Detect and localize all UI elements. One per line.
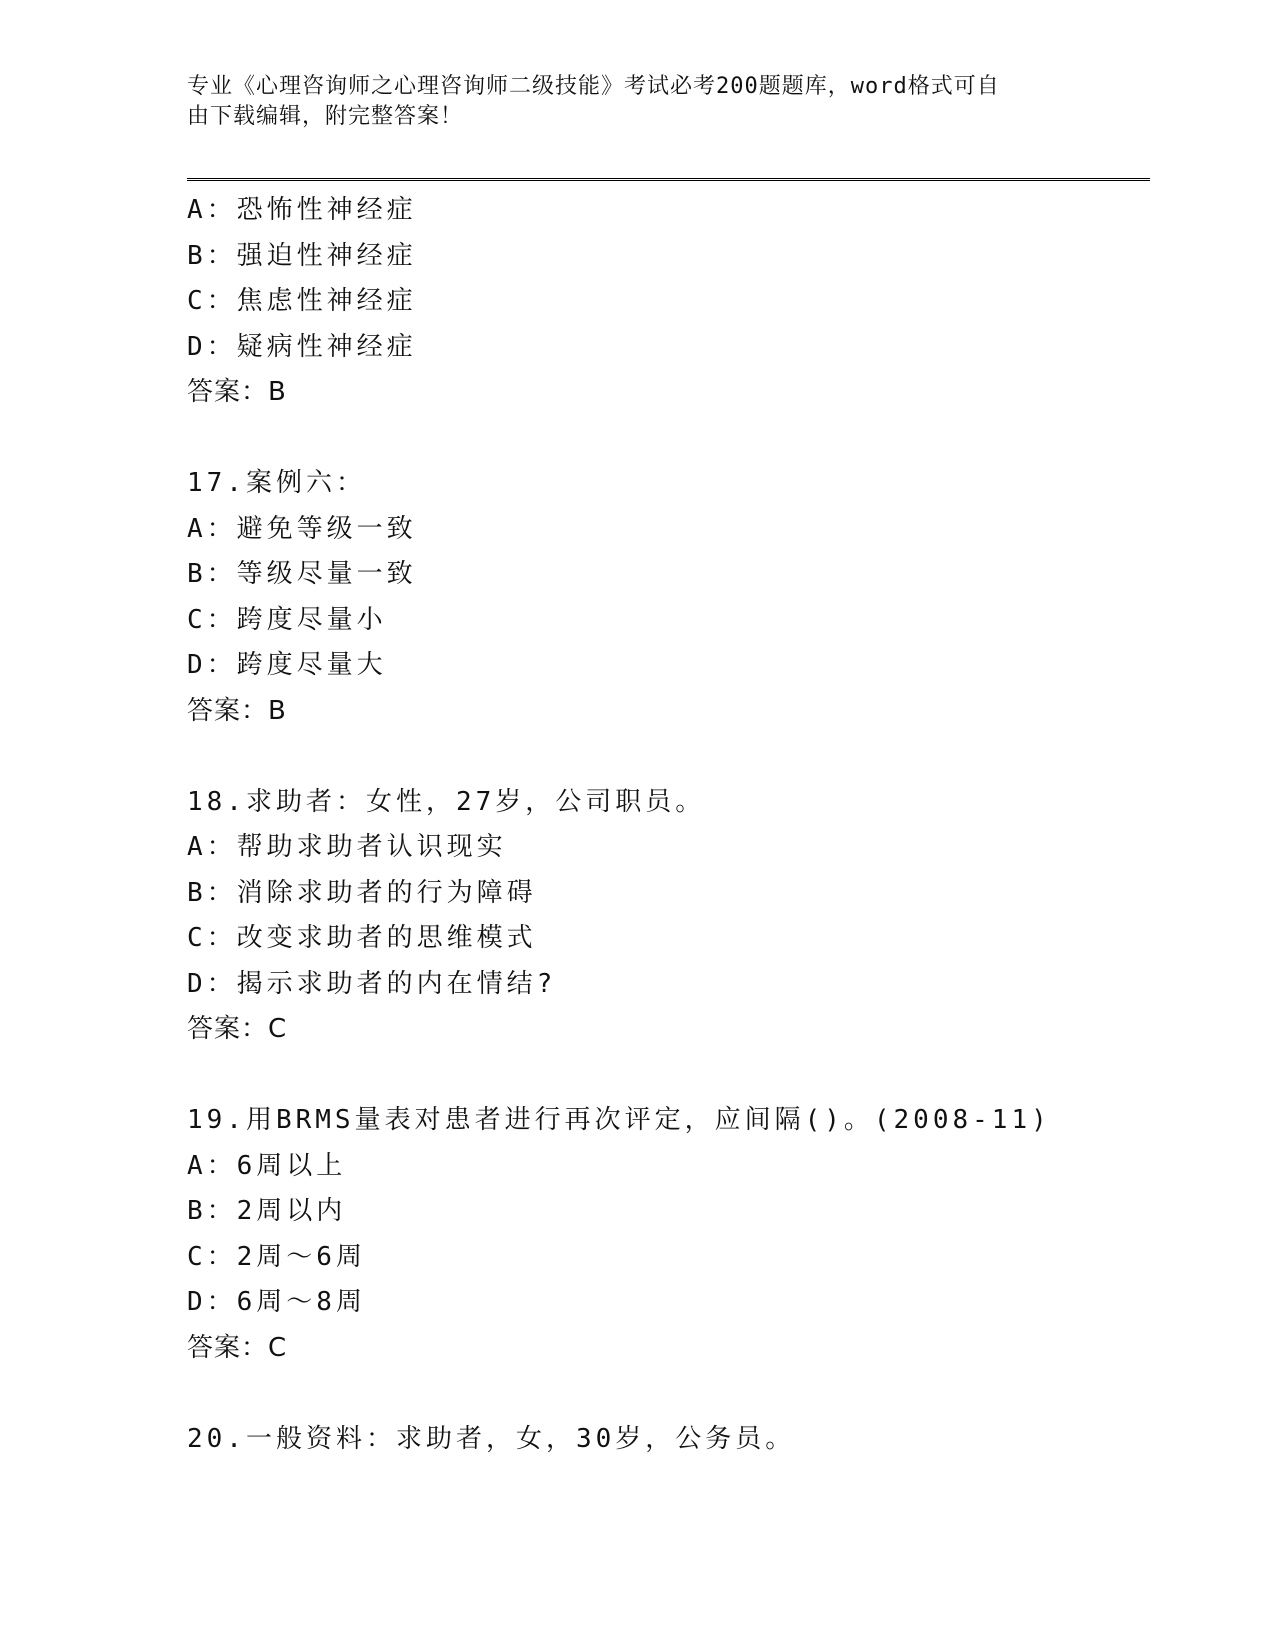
option-d: D：跨度尽量大 — [187, 650, 387, 680]
question-stem: 20.一般资料：求助者，女，30岁，公务员。 — [187, 1423, 796, 1454]
header-divider — [187, 178, 1150, 184]
option-d: D：疑病性神经症 — [187, 331, 417, 362]
question-block — [187, 461, 1147, 734]
block-spacer — [187, 1371, 1147, 1417]
option-c: C：2周～6周 — [187, 1241, 366, 1272]
option-a: A：避免等级一致 — [187, 513, 417, 544]
question-list — [187, 188, 1147, 1462]
block-spacer — [187, 1053, 1147, 1099]
page-header — [187, 72, 1067, 132]
answer-line: 答案：C — [187, 1014, 288, 1044]
option-a: A：恐怖性神经症 — [187, 195, 417, 225]
option-d: D：揭示求助者的内在情结? — [187, 968, 557, 999]
option-c: C：改变求助者的思维模式 — [187, 923, 537, 953]
header-line-1: 专业《心理咨询师之心理咨询师二级技能》考试必考200题题库，word格式可自 — [187, 74, 1000, 99]
question-block — [187, 1417, 1147, 1463]
header-line-2: 由下载编辑，附完整答案！ — [187, 104, 464, 129]
question-block — [187, 1098, 1147, 1371]
option-c: C：焦虑性神经症 — [187, 286, 417, 316]
question-block — [187, 188, 1147, 416]
option-a: A：6周以上 — [187, 1150, 347, 1181]
block-spacer — [187, 416, 1147, 462]
option-d: D：6周～8周 — [187, 1287, 366, 1317]
option-c: C：跨度尽量小 — [187, 604, 387, 635]
answer-line: 答案：B — [187, 695, 287, 726]
answer-line: 答案：B — [187, 377, 287, 407]
question-stem: 18.求助者：女性，27岁，公司职员。 — [187, 786, 706, 817]
question-block — [187, 780, 1147, 1053]
option-b: B：等级尽量一致 — [187, 559, 417, 589]
question-stem: 17.案例六： — [187, 468, 366, 498]
option-b: B：强迫性神经症 — [187, 240, 417, 271]
answer-line: 答案：C — [187, 1332, 288, 1363]
option-b: B：消除求助者的行为障碍 — [187, 877, 537, 908]
option-a: A：帮助求助者认识现实 — [187, 832, 507, 862]
block-spacer — [187, 734, 1147, 780]
option-b: B：2周以内 — [187, 1196, 347, 1226]
question-stem: 19.用BRMS量表对患者进行再次评定，应间隔()。(2008-11) — [187, 1105, 1051, 1135]
